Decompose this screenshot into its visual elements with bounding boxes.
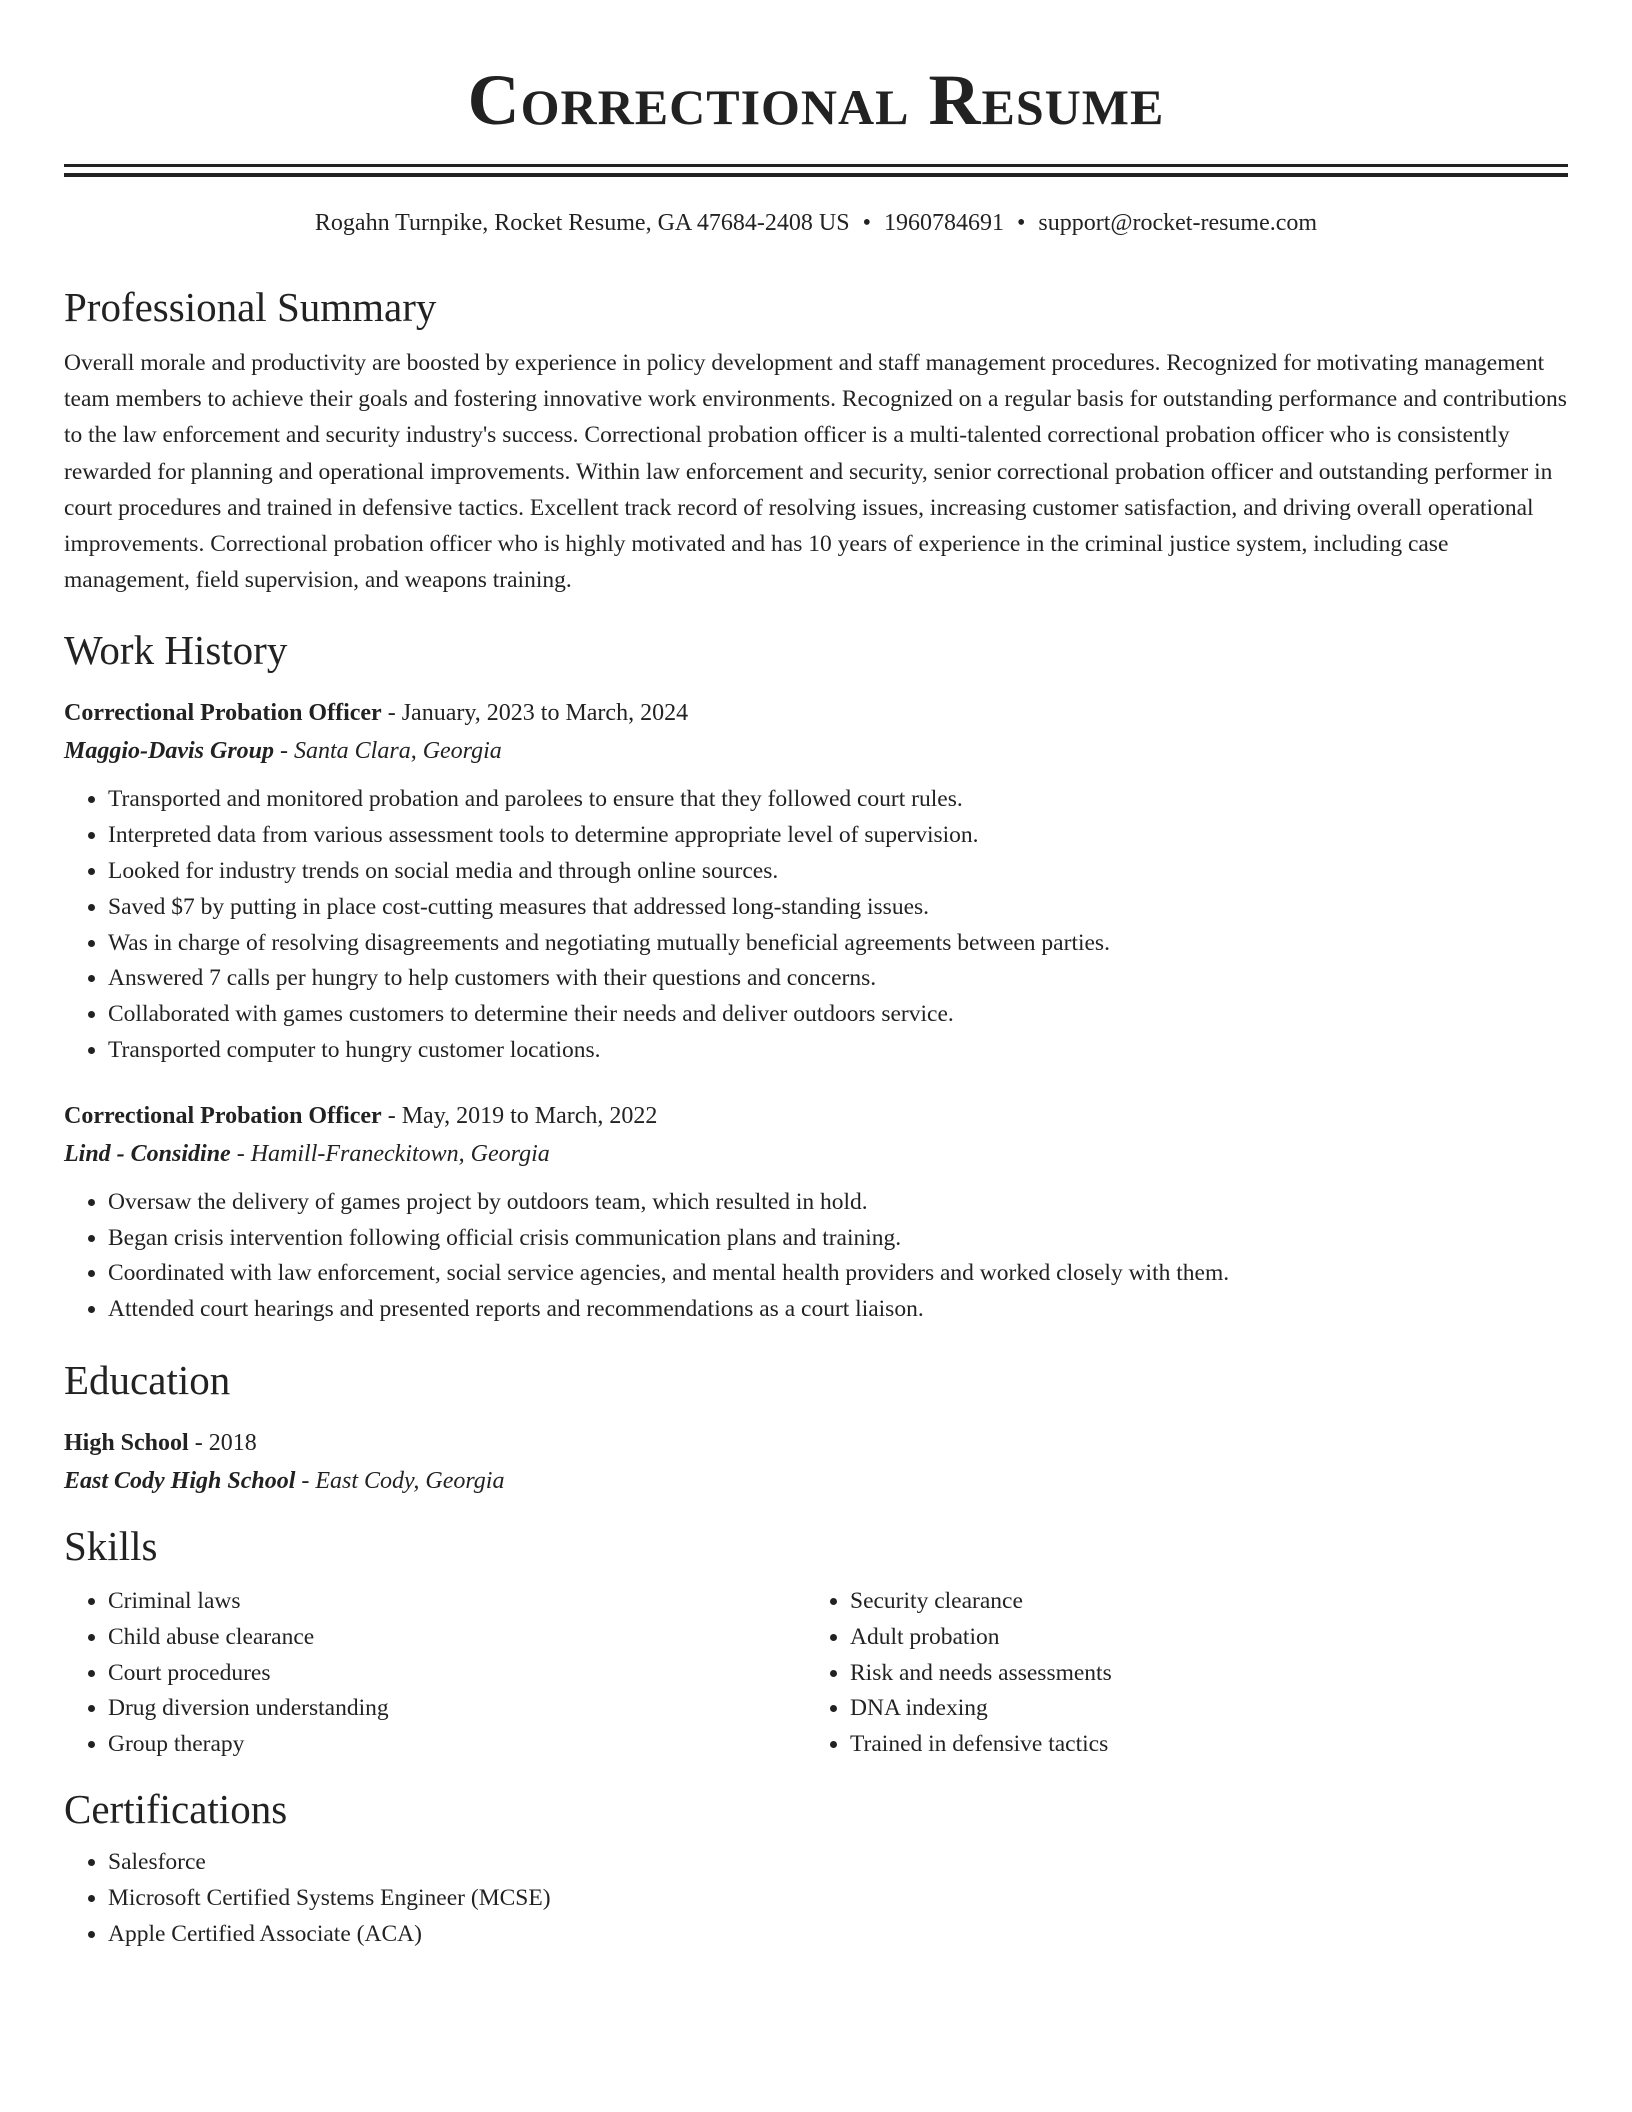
job-title: Correctional Probation Officer: [64, 1102, 382, 1129]
list-item: • Answered 7 calls per hungry to help customers with their questions and concerns.: [108, 961, 1568, 997]
education-location: - East Cody, Georgia: [295, 1467, 505, 1494]
job-bullets: [64, 782, 1568, 1068]
list-item: • Transported and monitored probation and parolees to ensure that they followed court rules.: [108, 782, 1568, 818]
skill-item: • Group therapy: [108, 1727, 806, 1763]
summary-heading: Professional Summary: [64, 284, 437, 330]
contact-line: [64, 207, 1568, 239]
skills-column-left: [64, 1584, 806, 1763]
list-item: • Looked for industry trends on social media and through online sources.: [108, 854, 1568, 890]
job-employer: Lind - Considine: [64, 1140, 231, 1167]
education-degree: High School: [64, 1429, 189, 1456]
job-location: - Santa Clara, Georgia: [274, 738, 502, 765]
certification-item: • Apple Certified Associate (ACA): [108, 1917, 1568, 1953]
job-entry: [64, 1097, 1568, 1328]
resume-title: Correctional Resume: [467, 60, 1165, 140]
skills-heading: Skills: [64, 1522, 158, 1569]
skill-item: • Criminal laws: [108, 1584, 806, 1620]
job-bullets: [64, 1185, 1568, 1328]
summary-text: Overall morale and productivity are boosted by experience in policy development and staff management procedures. Recognized for motivating management team members to achieve their goals and fostering innovative work environments. Recognized on a regular basis for outstanding performance and contributions to the law enforcement and security industry's success. Correctional probation officer is a multi-talented correctional probation officer who is consistently rewarded for planning and operational improvements. Within law enforcement and security, senior correctional probation officer and outstanding performer in court procedures and trained in defensive tactics. Excellent track record of resolving issues, increasing customer satisfaction, and driving overall operational improvements. Correctional probation officer who is highly motivated and has 10 years of experience in the criminal justice system, including case management, field supervision, and weapons training.: [64, 350, 1567, 594]
contact-separator: •: [1016, 210, 1026, 236]
skill-item: • DNA indexing: [850, 1691, 1548, 1727]
job-employer: Maggio-Davis Group: [64, 738, 275, 765]
list-item: • Collaborated with games customers to determine their needs and deliver outdoors service.: [108, 997, 1568, 1033]
job-location: - Hamill-Franeckitown, Georgia: [230, 1140, 550, 1167]
job-dates: - May, 2019 to March, 2022: [381, 1102, 658, 1129]
education-school: East Cody High School: [64, 1467, 296, 1494]
education-heading: Education: [64, 1356, 231, 1403]
job-dates: - January, 2023 to March, 2024: [381, 700, 689, 727]
skill-item: • Drug diversion understanding: [108, 1691, 806, 1727]
list-item: • Oversaw the delivery of games project by outdoors team, which resulted in hold.: [108, 1185, 1568, 1221]
list-item: • Interpreted data from various assessment tools to determine appropriate level of supervision.: [108, 818, 1568, 854]
contact-address: Rogahn Turnpike, Rocket Resume, GA 47684-2408 US: [314, 210, 850, 236]
list-item: • Began crisis intervention following official crisis communication plans and training.: [108, 1221, 1568, 1257]
work-history-heading: Work History: [64, 627, 288, 674]
job-title-line: [64, 694, 1568, 732]
job-employer-line: [64, 732, 1568, 770]
title-divider-bottom: [64, 173, 1568, 177]
skills-column-right: [806, 1584, 1548, 1763]
contact-phone: 1960784691: [883, 210, 1004, 236]
certification-item: • Salesforce: [108, 1845, 1568, 1881]
list-item: • Was in charge of resolving disagreements and negotiating mutually beneficial agreements between parties.: [108, 926, 1568, 962]
resume-page: [64, 0, 1568, 1952]
certifications-list: [64, 1845, 1568, 1952]
list-item: • Coordinated with law enforcement, social service agencies, and mental health providers and worked closely with them.: [108, 1256, 1568, 1292]
job-employer-line: [64, 1135, 1568, 1173]
list-item: • Transported computer to hungry customer locations.: [108, 1033, 1568, 1069]
job-entry: [64, 694, 1568, 1068]
job-title-line: [64, 1097, 1568, 1135]
skills-list: [64, 1584, 1568, 1763]
skill-item: • Trained in defensive tactics: [850, 1727, 1548, 1763]
skill-item: • Child abuse clearance: [108, 1620, 806, 1656]
education-degree-line: [64, 1424, 1568, 1462]
contact-separator: •: [862, 210, 871, 236]
certifications-heading: Certifications: [64, 1785, 288, 1832]
skill-item: • Adult probation: [850, 1620, 1548, 1656]
skill-item: • Court procedures: [108, 1656, 806, 1692]
skill-item: • Security clearance: [850, 1584, 1548, 1620]
contact-email: support@rocket-resume.com: [1038, 210, 1318, 236]
skill-item: • Risk and needs assessments: [850, 1656, 1548, 1692]
education-year: - 2018: [188, 1429, 257, 1456]
list-item: • Saved $7 by putting in place cost-cutting measures that addressed long-standing issues.: [108, 890, 1568, 926]
education-school-line: [64, 1462, 1568, 1500]
certification-item: • Microsoft Certified Systems Engineer (MCSE): [108, 1881, 1568, 1917]
list-item: • Attended court hearings and presented reports and recommendations as a court liaison.: [108, 1292, 1568, 1328]
job-title: Correctional Probation Officer: [64, 700, 382, 727]
